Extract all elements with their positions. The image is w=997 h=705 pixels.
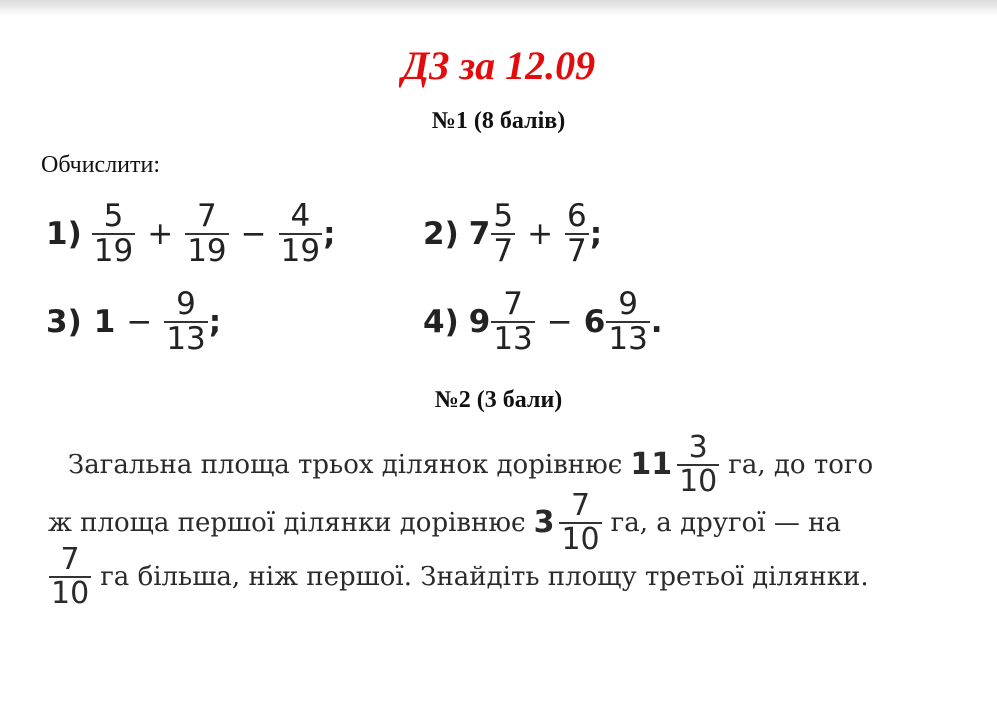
- numerator: 7: [503, 286, 523, 322]
- expression-4: [423, 288, 663, 355]
- fraction: [92, 200, 135, 267]
- operator: +: [527, 215, 554, 252]
- problem-text: га, а другої — на: [610, 507, 841, 538]
- expression-label: 2): [423, 215, 459, 252]
- fraction: [491, 288, 534, 355]
- fraction: [677, 432, 719, 497]
- expression-label: 1): [46, 215, 82, 252]
- denominator: 10: [679, 463, 718, 499]
- operator: −: [240, 215, 267, 252]
- denominator: 10: [51, 575, 90, 611]
- numerator: 5: [103, 198, 124, 234]
- problem-text: ж площа першої ділянки дорівнює: [48, 507, 526, 538]
- denominator: 13: [493, 320, 533, 357]
- operator: −: [126, 303, 153, 340]
- fraction: [279, 200, 322, 267]
- problem-text: Загальна площа трьох ділянок дорівнює: [68, 449, 623, 480]
- whole-number: 11: [630, 447, 673, 482]
- task1-instruction: Обчислити:: [41, 152, 161, 178]
- punctuation: ;: [323, 215, 336, 252]
- denominator: 19: [93, 232, 134, 269]
- punctuation: .: [650, 303, 663, 340]
- expression-3: [46, 288, 221, 355]
- expression-2: [423, 200, 602, 267]
- numerator: 7: [60, 542, 80, 577]
- denominator: 7: [567, 232, 587, 269]
- task2-heading: №2 (3 бали): [434, 387, 563, 413]
- expression-label: 3): [46, 303, 82, 340]
- expression-1: [46, 200, 335, 267]
- task1-heading: №1 (8 балів): [431, 108, 566, 134]
- top-shadow-bar: [0, 0, 997, 16]
- denominator: 19: [280, 232, 321, 269]
- problem-line-3: [48, 544, 938, 609]
- fraction: [565, 200, 589, 267]
- denominator: 13: [166, 320, 206, 357]
- fraction: [606, 288, 649, 355]
- numerator: 6: [567, 198, 587, 234]
- whole-number: 7: [468, 215, 491, 252]
- fraction: [185, 200, 228, 267]
- fraction: [164, 288, 207, 355]
- operator: +: [147, 215, 174, 252]
- punctuation: ;: [208, 303, 222, 340]
- punctuation: ;: [589, 215, 603, 252]
- fraction: [49, 544, 91, 609]
- numerator: 7: [571, 488, 591, 523]
- operator: −: [546, 303, 573, 340]
- whole-number: 1: [93, 303, 116, 340]
- denominator: 7: [493, 232, 514, 269]
- denominator: 10: [561, 521, 600, 557]
- numerator: 3: [688, 430, 708, 465]
- whole-number: 6: [583, 303, 606, 340]
- whole-number: 9: [468, 303, 491, 340]
- problem-text: га більша, ніж першої. Знайдіть площу третьої ділянки.: [100, 561, 869, 592]
- problem-line-1: [48, 432, 938, 497]
- denominator: 19: [187, 232, 227, 269]
- numerator: 9: [618, 286, 638, 322]
- numerator: 7: [197, 198, 217, 234]
- denominator: 13: [608, 320, 648, 357]
- expression-label: 4): [423, 303, 459, 340]
- whole-number: 3: [533, 505, 555, 540]
- problem-text: га, до того: [728, 449, 874, 480]
- page-title: ДЗ за 12.09: [401, 43, 596, 88]
- numerator: 9: [176, 286, 196, 322]
- numerator: 4: [290, 198, 311, 234]
- fraction: [491, 200, 515, 267]
- numerator: 5: [493, 198, 514, 234]
